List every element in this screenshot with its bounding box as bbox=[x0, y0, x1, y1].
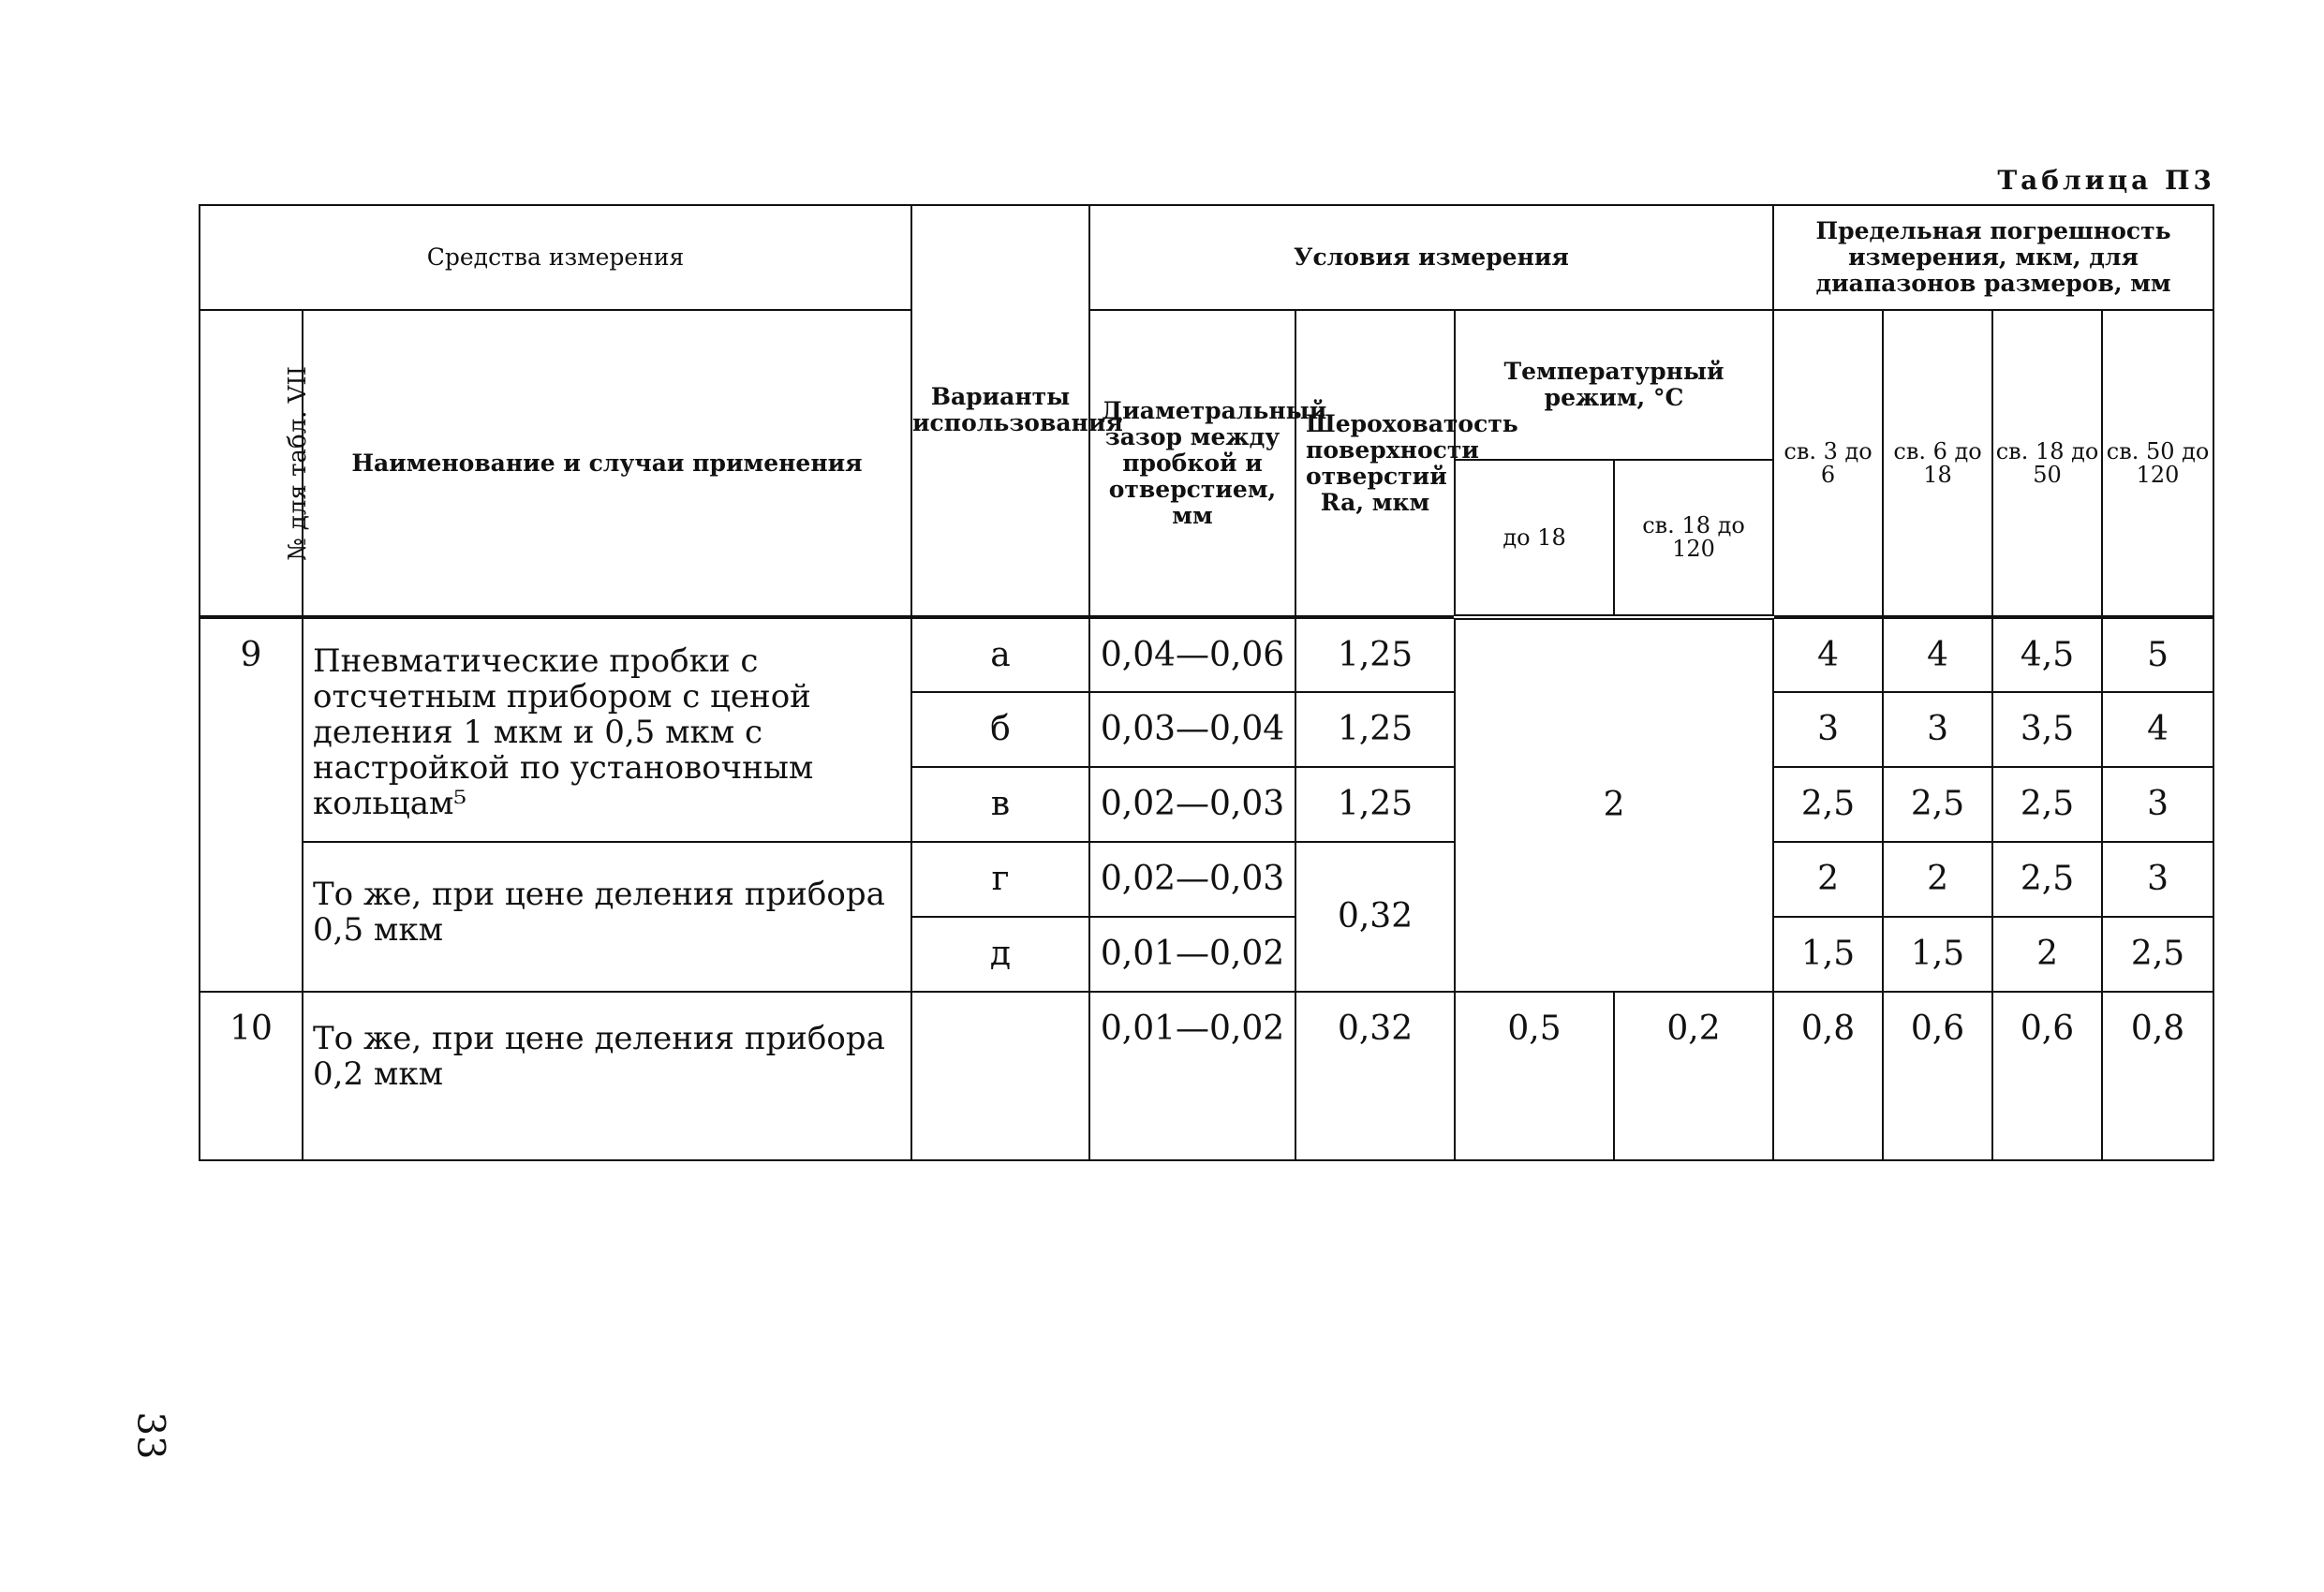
gap-d: 0,01—0,02 bbox=[1089, 917, 1295, 992]
err-a-4: 5 bbox=[2102, 617, 2213, 692]
row-9-name-2: То же, при цене деления прибора 0,5 мкм bbox=[303, 842, 911, 992]
err-d-2: 1,5 bbox=[1883, 917, 1992, 992]
variant-v: в bbox=[911, 767, 1089, 842]
err-g-4: 3 bbox=[2102, 842, 2213, 917]
header-temp-sub-2: св. 18 до 120 bbox=[1614, 460, 1773, 617]
variant-a: а bbox=[911, 617, 1089, 692]
row-10-temp-2: 0,2 bbox=[1614, 992, 1773, 1160]
ra-v: 1,25 bbox=[1295, 767, 1455, 842]
row-10-err-1: 0,8 bbox=[1773, 992, 1883, 1160]
gap-v: 0,02—0,03 bbox=[1089, 767, 1295, 842]
header-naimenovanie: Наименование и случаи применения bbox=[303, 310, 911, 617]
gap-a: 0,04—0,06 bbox=[1089, 617, 1295, 692]
err-v-1: 2,5 bbox=[1773, 767, 1883, 842]
err-b-1: 3 bbox=[1773, 692, 1883, 767]
row-10-err-3: 0,6 bbox=[1992, 992, 2102, 1160]
header-diapazon-2: св. 6 до 18 bbox=[1883, 310, 1992, 617]
row-10-number: 10 bbox=[200, 992, 303, 1160]
variant-g: г bbox=[911, 842, 1089, 917]
err-d-1: 1,5 bbox=[1773, 917, 1883, 992]
gap-b: 0,03—0,04 bbox=[1089, 692, 1295, 767]
err-v-2: 2,5 bbox=[1883, 767, 1992, 842]
header-varianty: Варианты использования bbox=[911, 205, 1089, 617]
ra-b: 1,25 bbox=[1295, 692, 1455, 767]
row-9-name: Пневматические пробки с отсчетным прибором с ценой деления 1 мкм и 0,5 мкм с настройкой по установочным кольцам⁵ bbox=[303, 617, 911, 842]
row-10-err-2: 0,6 bbox=[1883, 992, 1992, 1160]
err-a-3: 4,5 bbox=[1992, 617, 2102, 692]
table-caption: Таблица П3 bbox=[1997, 165, 2215, 196]
temp-row-9: 2 bbox=[1455, 617, 1773, 992]
header-sredstva: Средства измерения bbox=[200, 205, 911, 310]
row-9-number: 9 bbox=[200, 617, 303, 992]
row-10-temp-1: 0,5 bbox=[1455, 992, 1614, 1160]
measurement-table bbox=[199, 204, 2214, 1161]
err-a-1: 4 bbox=[1773, 617, 1883, 692]
header-sherohovatost: Шероховатость поверхности отверстий Ra, мкм bbox=[1295, 310, 1455, 617]
variant-b: б bbox=[911, 692, 1089, 767]
err-a-2: 4 bbox=[1883, 617, 1992, 692]
header-zazor: Диаметральный зазор между пробкой и отверстием, мм bbox=[1089, 310, 1295, 617]
header-pogreshnost: Предельная погрешность измерения, мкм, для диапазонов размеров, мм bbox=[1773, 205, 2213, 310]
header-n-tabl bbox=[200, 310, 312, 617]
ra-a: 1,25 bbox=[1295, 617, 1455, 692]
err-d-4: 2,5 bbox=[2102, 917, 2213, 992]
header-diapazon-4: св. 50 до 120 bbox=[2102, 310, 2213, 617]
row-10-name: То же, при цене деления прибора 0,2 мкм bbox=[303, 992, 911, 1160]
header-diapazon-3: св. 18 до 50 bbox=[1992, 310, 2102, 617]
row-10-variant bbox=[911, 992, 1089, 1160]
row-10-ra: 0,32 bbox=[1295, 992, 1455, 1160]
err-d-3: 2 bbox=[1992, 917, 2102, 992]
err-g-1: 2 bbox=[1773, 842, 1883, 917]
err-b-2: 3 bbox=[1883, 692, 1992, 767]
err-v-4: 3 bbox=[2102, 767, 2213, 842]
ra-gd: 0,32 bbox=[1295, 842, 1455, 992]
header-temp-sub-1: до 18 bbox=[1455, 460, 1614, 617]
header-temp: Температурный режим, °С bbox=[1455, 310, 1773, 460]
header-diapazon-1: св. 3 до 6 bbox=[1773, 310, 1883, 617]
header-usloviya: Условия измерения bbox=[1089, 205, 1773, 310]
err-v-3: 2,5 bbox=[1992, 767, 2102, 842]
gap-g: 0,02—0,03 bbox=[1089, 842, 1295, 917]
row-10-err-4: 0,8 bbox=[2102, 992, 2213, 1160]
err-g-3: 2,5 bbox=[1992, 842, 2102, 917]
err-b-3: 3,5 bbox=[1992, 692, 2102, 767]
row-10-gap: 0,01—0,02 bbox=[1089, 992, 1295, 1160]
variant-d: д bbox=[911, 917, 1089, 992]
page-number: 33 bbox=[128, 1411, 172, 1460]
header-n-tabl-text: № для табл. VII bbox=[283, 365, 312, 561]
err-b-4: 4 bbox=[2102, 692, 2213, 767]
err-g-2: 2 bbox=[1883, 842, 1992, 917]
